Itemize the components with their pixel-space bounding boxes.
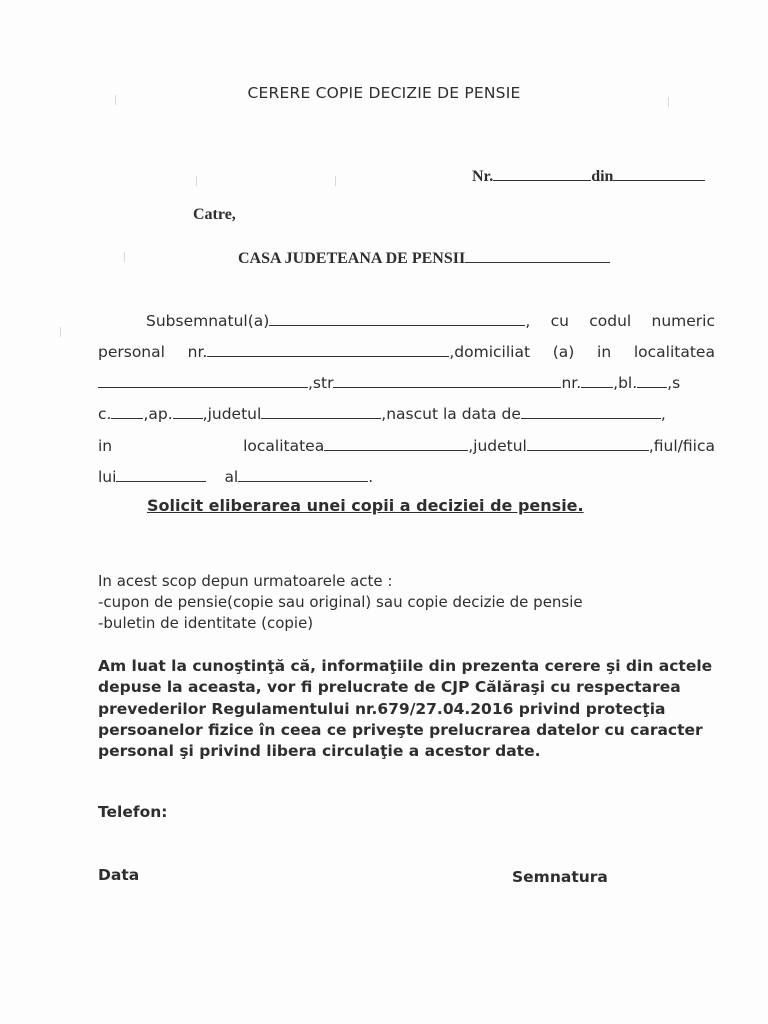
cnp-field bbox=[188, 342, 530, 361]
nr-label: nr. bbox=[561, 374, 582, 392]
address-field bbox=[98, 373, 680, 392]
county-label: ,judetul bbox=[202, 405, 262, 423]
locality-blank[interactable] bbox=[98, 373, 308, 388]
apartment-blank[interactable] bbox=[173, 404, 203, 419]
nr-blank[interactable] bbox=[493, 166, 591, 181]
din-label: din bbox=[591, 168, 614, 185]
recipient-institution bbox=[238, 248, 610, 268]
attached-documents bbox=[98, 571, 583, 634]
birth-date-label: ,nascut la data de bbox=[381, 405, 521, 423]
cnp-blank[interactable] bbox=[207, 342, 449, 357]
block-blank[interactable] bbox=[637, 373, 667, 388]
ap-label: ,ap. bbox=[143, 405, 173, 423]
birth-locality-blank[interactable] bbox=[324, 436, 468, 451]
birthplace-field bbox=[243, 436, 715, 455]
signature-label: Semnatura bbox=[512, 868, 608, 886]
phone-label: Telefon: bbox=[98, 803, 168, 821]
street-number-blank[interactable] bbox=[581, 373, 613, 388]
form-row-4 bbox=[98, 404, 715, 423]
nr-label: nr. bbox=[187, 343, 208, 361]
scan-speck bbox=[196, 176, 197, 186]
form-word: cu bbox=[550, 312, 569, 330]
parent-label: ,fiul/fiica bbox=[648, 437, 715, 455]
document-title: CERERE COPIE DECIZIE DE PENSIE bbox=[247, 84, 521, 102]
period: . bbox=[368, 468, 374, 486]
mother-name-blank[interactable] bbox=[238, 467, 368, 482]
form-word: (a) bbox=[552, 343, 575, 361]
comma: , bbox=[660, 405, 666, 423]
subsemnatul-label: Subsemnatul(a) bbox=[146, 312, 270, 330]
document-item: -buletin de identitate (copie) bbox=[98, 614, 314, 632]
nr-label: Nr. bbox=[472, 168, 494, 185]
birth-county-blank[interactable] bbox=[527, 436, 649, 451]
gdpr-notice: Am luat la cunoştinţă că, informaţiile din prezenta cerere şi din actele depuse la aceasta, vor fi prelucrate de CJP Călăraşi cu respectarea prevederilor Regulamentului nr.679/27.04.2016 privind protecţia persoanelor fizice în ceea ce priveşte prelucrarea datelor cu caracter personal şi privind libera circulaţie a acestor date. bbox=[98, 657, 713, 761]
institution-name: CASA JUDETEANA DE PENSII bbox=[238, 250, 466, 267]
form-row-2 bbox=[98, 342, 715, 361]
father-label: lui bbox=[98, 468, 117, 486]
street-blank[interactable] bbox=[333, 373, 561, 388]
registration-number-line bbox=[472, 166, 705, 186]
mother-label: al bbox=[224, 468, 239, 486]
form-row-6 bbox=[98, 467, 373, 486]
sc-label-end: c. bbox=[98, 405, 112, 423]
county-blank[interactable] bbox=[261, 404, 381, 419]
details-field bbox=[98, 404, 666, 423]
din-blank[interactable] bbox=[613, 166, 705, 181]
sc-label-start: ,s bbox=[667, 374, 681, 392]
bl-label: ,bl. bbox=[613, 374, 638, 392]
form-word: in bbox=[597, 343, 612, 361]
scan-speck bbox=[124, 252, 125, 262]
date-label: Data bbox=[98, 866, 140, 884]
birth-county-label: ,judetul bbox=[468, 437, 527, 455]
documents-intro: In acest scop depun urmatoarele acte : bbox=[98, 572, 393, 590]
form-word: personal bbox=[98, 343, 165, 361]
form-word: numeric bbox=[651, 312, 715, 330]
scan-speck bbox=[60, 327, 61, 337]
recipient-label: Catre, bbox=[193, 206, 236, 223]
form-word: codul bbox=[589, 312, 632, 330]
form-word: localitatea bbox=[633, 343, 715, 361]
comma: , bbox=[525, 312, 531, 330]
domiciliat-label: ,domiciliat bbox=[449, 343, 531, 361]
form-word: in bbox=[98, 437, 113, 455]
str-label: ,str bbox=[308, 374, 334, 392]
institution-county-blank[interactable] bbox=[465, 248, 610, 263]
scan-speck bbox=[335, 176, 336, 186]
birth-locality-label: localitatea bbox=[243, 437, 325, 455]
form-row-5 bbox=[98, 436, 715, 455]
staircase-blank[interactable] bbox=[111, 404, 143, 419]
document-item: -cupon de pensie(copie sau original) sau copie decizie de pensie bbox=[98, 593, 583, 611]
father-name-blank[interactable] bbox=[116, 467, 206, 482]
form-row-1 bbox=[98, 311, 715, 330]
request-statement: Solicit eliberarea unei copii a deciziei de pensie. bbox=[147, 496, 584, 515]
name-blank[interactable] bbox=[269, 311, 525, 326]
form-row-1-start bbox=[98, 311, 530, 330]
form-row-3 bbox=[98, 373, 715, 392]
birth-date-blank[interactable] bbox=[521, 404, 661, 419]
